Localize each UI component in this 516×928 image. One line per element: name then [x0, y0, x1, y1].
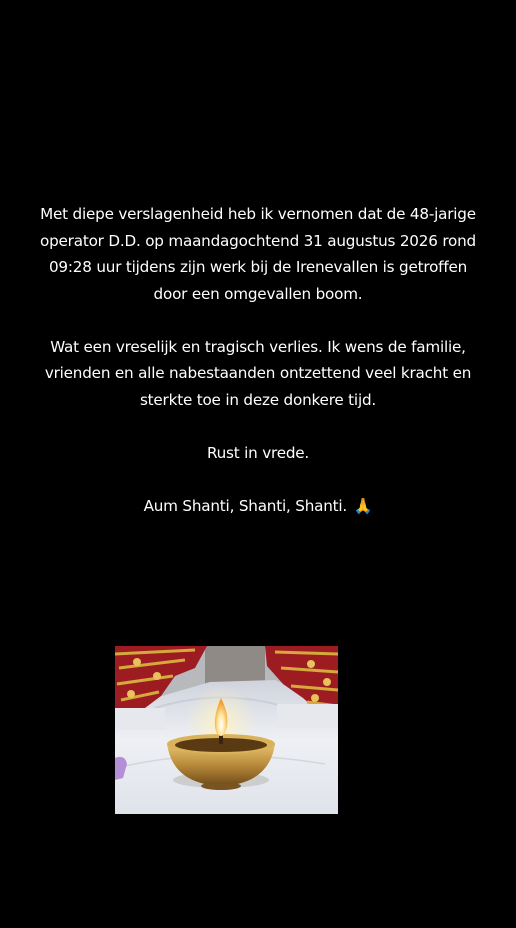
message-paragraph-1	[28, 201, 488, 307]
gold-ornament	[133, 658, 141, 666]
shanti-text: Aum Shanti, Shanti, Shanti.	[143, 496, 348, 515]
message-paragraph-4	[28, 493, 488, 520]
gold-ornament	[323, 678, 331, 686]
gold-ornament	[153, 672, 161, 680]
message-line: 09:28 uur tijdens zijn werk bij de Irenevallen is getroffen	[48, 258, 468, 276]
white-box-right	[277, 704, 338, 728]
message-line: sterkte toe in deze donkere tijd.	[139, 390, 377, 409]
diya-lamp-photo	[115, 646, 338, 814]
condolence-message	[28, 201, 488, 519]
message-paragraph-3	[28, 440, 488, 467]
gold-ornament	[311, 694, 319, 702]
message-line: vrienden en alle nabestaanden ontzettend veel kracht en	[44, 364, 472, 382]
background-shadow	[205, 646, 265, 686]
gold-ornament	[307, 660, 315, 668]
rest-in-peace-text: Rust in vrede.	[206, 443, 310, 462]
bowl-base	[201, 782, 241, 790]
message-line: operator D.D. op maandagochtend 31 augustus 2026 rond	[40, 231, 476, 250]
white-box-left	[115, 708, 165, 730]
message-line: Wat een vreselijk en tragisch verlies. Ik wens de familie,	[50, 337, 466, 356]
folded-hands-icon: 🙏	[353, 496, 373, 515]
message-line: Met diepe verslagenheid heb ik vernomen dat de 48-jarige	[40, 205, 476, 223]
diya-lamp-illustration	[115, 646, 338, 814]
message-line: door een omgevallen boom.	[153, 284, 363, 303]
gold-ornament	[127, 690, 135, 698]
message-paragraph-2	[28, 334, 488, 414]
